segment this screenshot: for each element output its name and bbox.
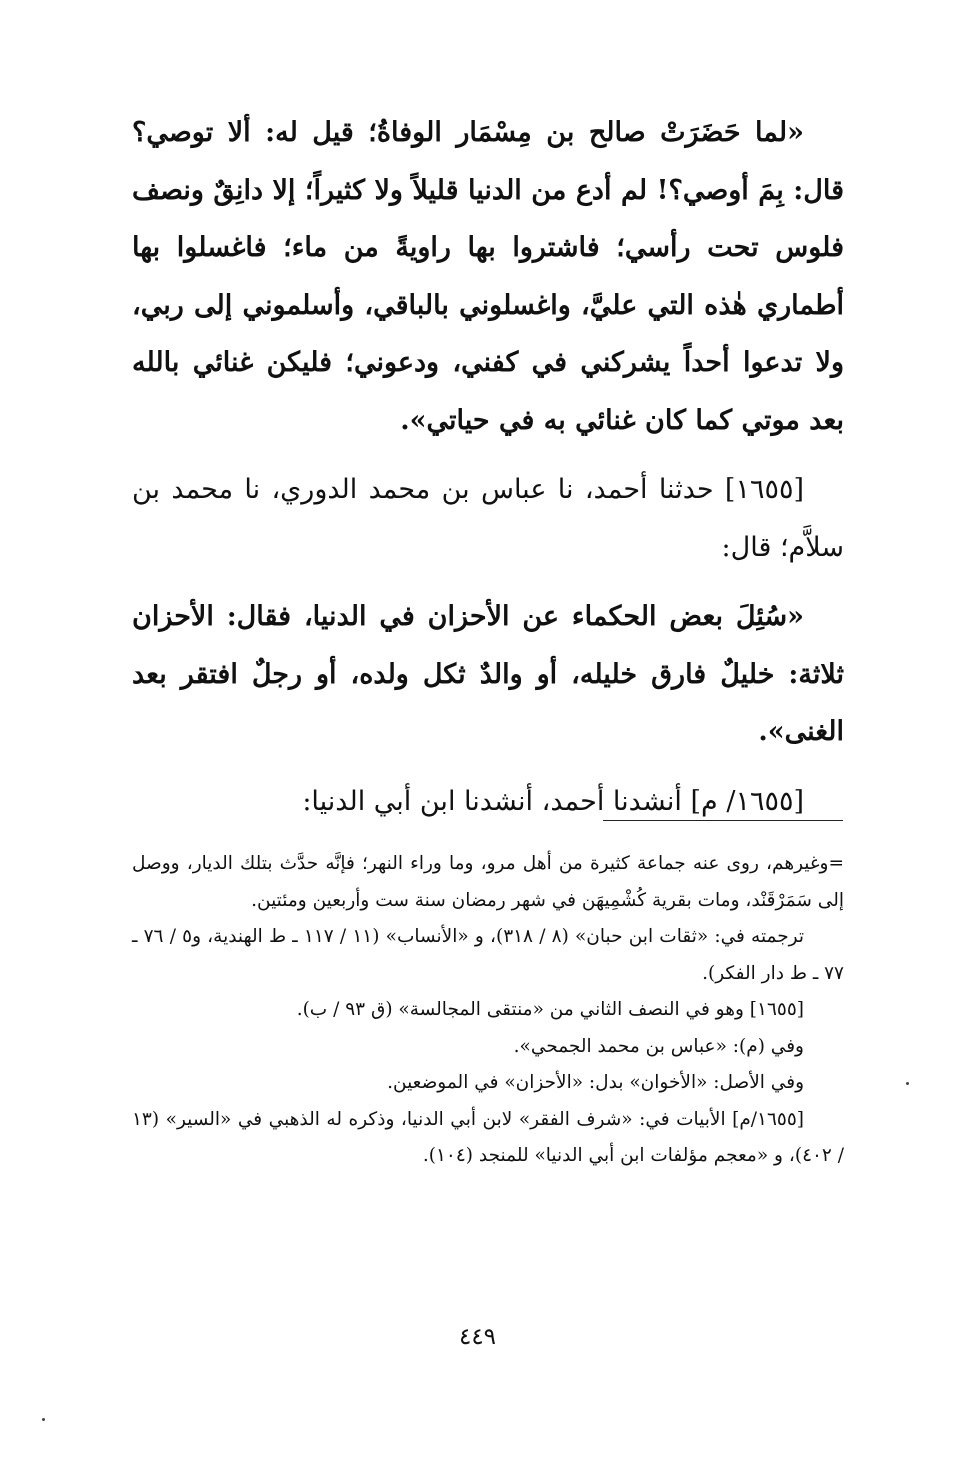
main-text: [132, 104, 844, 830]
footnote-1655-variant-original: وفي الأصل: «الأخوان» بدل: «الأحزان» في الموضعين.: [387, 1072, 804, 1093]
footnote-1655-source: [١٦٥٥] وهو في النصف الثاني من «منتقى المجالسة» (ق ٩٣ / ب).: [296, 999, 804, 1020]
scan-speck: [906, 1082, 909, 1085]
page-number: ٤٤٩: [458, 1324, 497, 1350]
footnote-1655-variant-m: وفي (م): «عباس بن محمد الجمحي».: [513, 1035, 804, 1057]
quote-paragraph-saleh-ibn-mismar: «لما حَضَرَتْ صالح بن مِسْمَار الوفاةُ؛ قيل له: ألا توصي؟ قال: بِمَ أوصي؟! لم أدع من الدنيا قليلاً ولا كثيراً؛ إلا دانِقٌ ونصف فلوس تحت رأسي؛ فاشتروا بها راويةً من ماء؛ فاغسلوا بها أطماري هٰذه التي عليَّ، واغسلوني بالباقي، وأسلموني إلى ربي، ولا تدعوا أحداً يشركني في كفني، ودعوني؛ فليكن غنائي بالله بعد موتي كما كان غنائي به في حياتي».: [132, 117, 844, 436]
footnote-1655m-verses: [١٦٥٥/م] الأبيات في: «شرف الفقر» لابن أبي الدنيا، وذكره له الذهبي في «السير» (١٣ / ٤٠٢)، و «معجم مؤلفات ابن أبي الدنيا» للمنجد (١٠٤).: [132, 1108, 844, 1166]
hadith-1655m-isnad: [١٦٥٥/ م] أنشدنا أحمد، أنشدنا ابن أبي الدنيا:: [302, 785, 804, 817]
hadith-1655-isnad: [١٦٥٥] حدثنا أحمد، نا عباس بن محمد الدوري، نا محمد بن سلاَّم؛ قال:: [132, 474, 844, 563]
scan-speck: [42, 1418, 45, 1421]
footnote-continuation: =وغيرهم، روى عنه جماعة كثيرة من أهل مرو، وما وراء النهر؛ فإنَّه حدَّث بتلك الديار، ووصل إلى سَمَرْقَنْد، ومات بقرية كُشْمِيهَن في شهر رمضان سنة ست وأربعين ومئتين.: [132, 853, 844, 911]
footnotes: [132, 846, 844, 1175]
footnote-biography-sources: ترجمته في: «ثقات ابن حبان» (٨ / ٣١٨)، و «الأنساب» (١١ / ١١٧ ـ ط الهندية، و٥ / ٧٦ ـ ٧٧ ـ ط دار الفكر).: [132, 926, 844, 984]
quote-paragraph-sorrows: «سُئِلَ بعض الحكماء عن الأحزان في الدنيا، فقال: الأحزان ثلاثة: خليلٌ فارق خليله، أو والدٌ ثكل ولده، أو رجلٌ افتقر بعد الغنى».: [132, 601, 844, 747]
footnote-divider: [603, 820, 843, 821]
